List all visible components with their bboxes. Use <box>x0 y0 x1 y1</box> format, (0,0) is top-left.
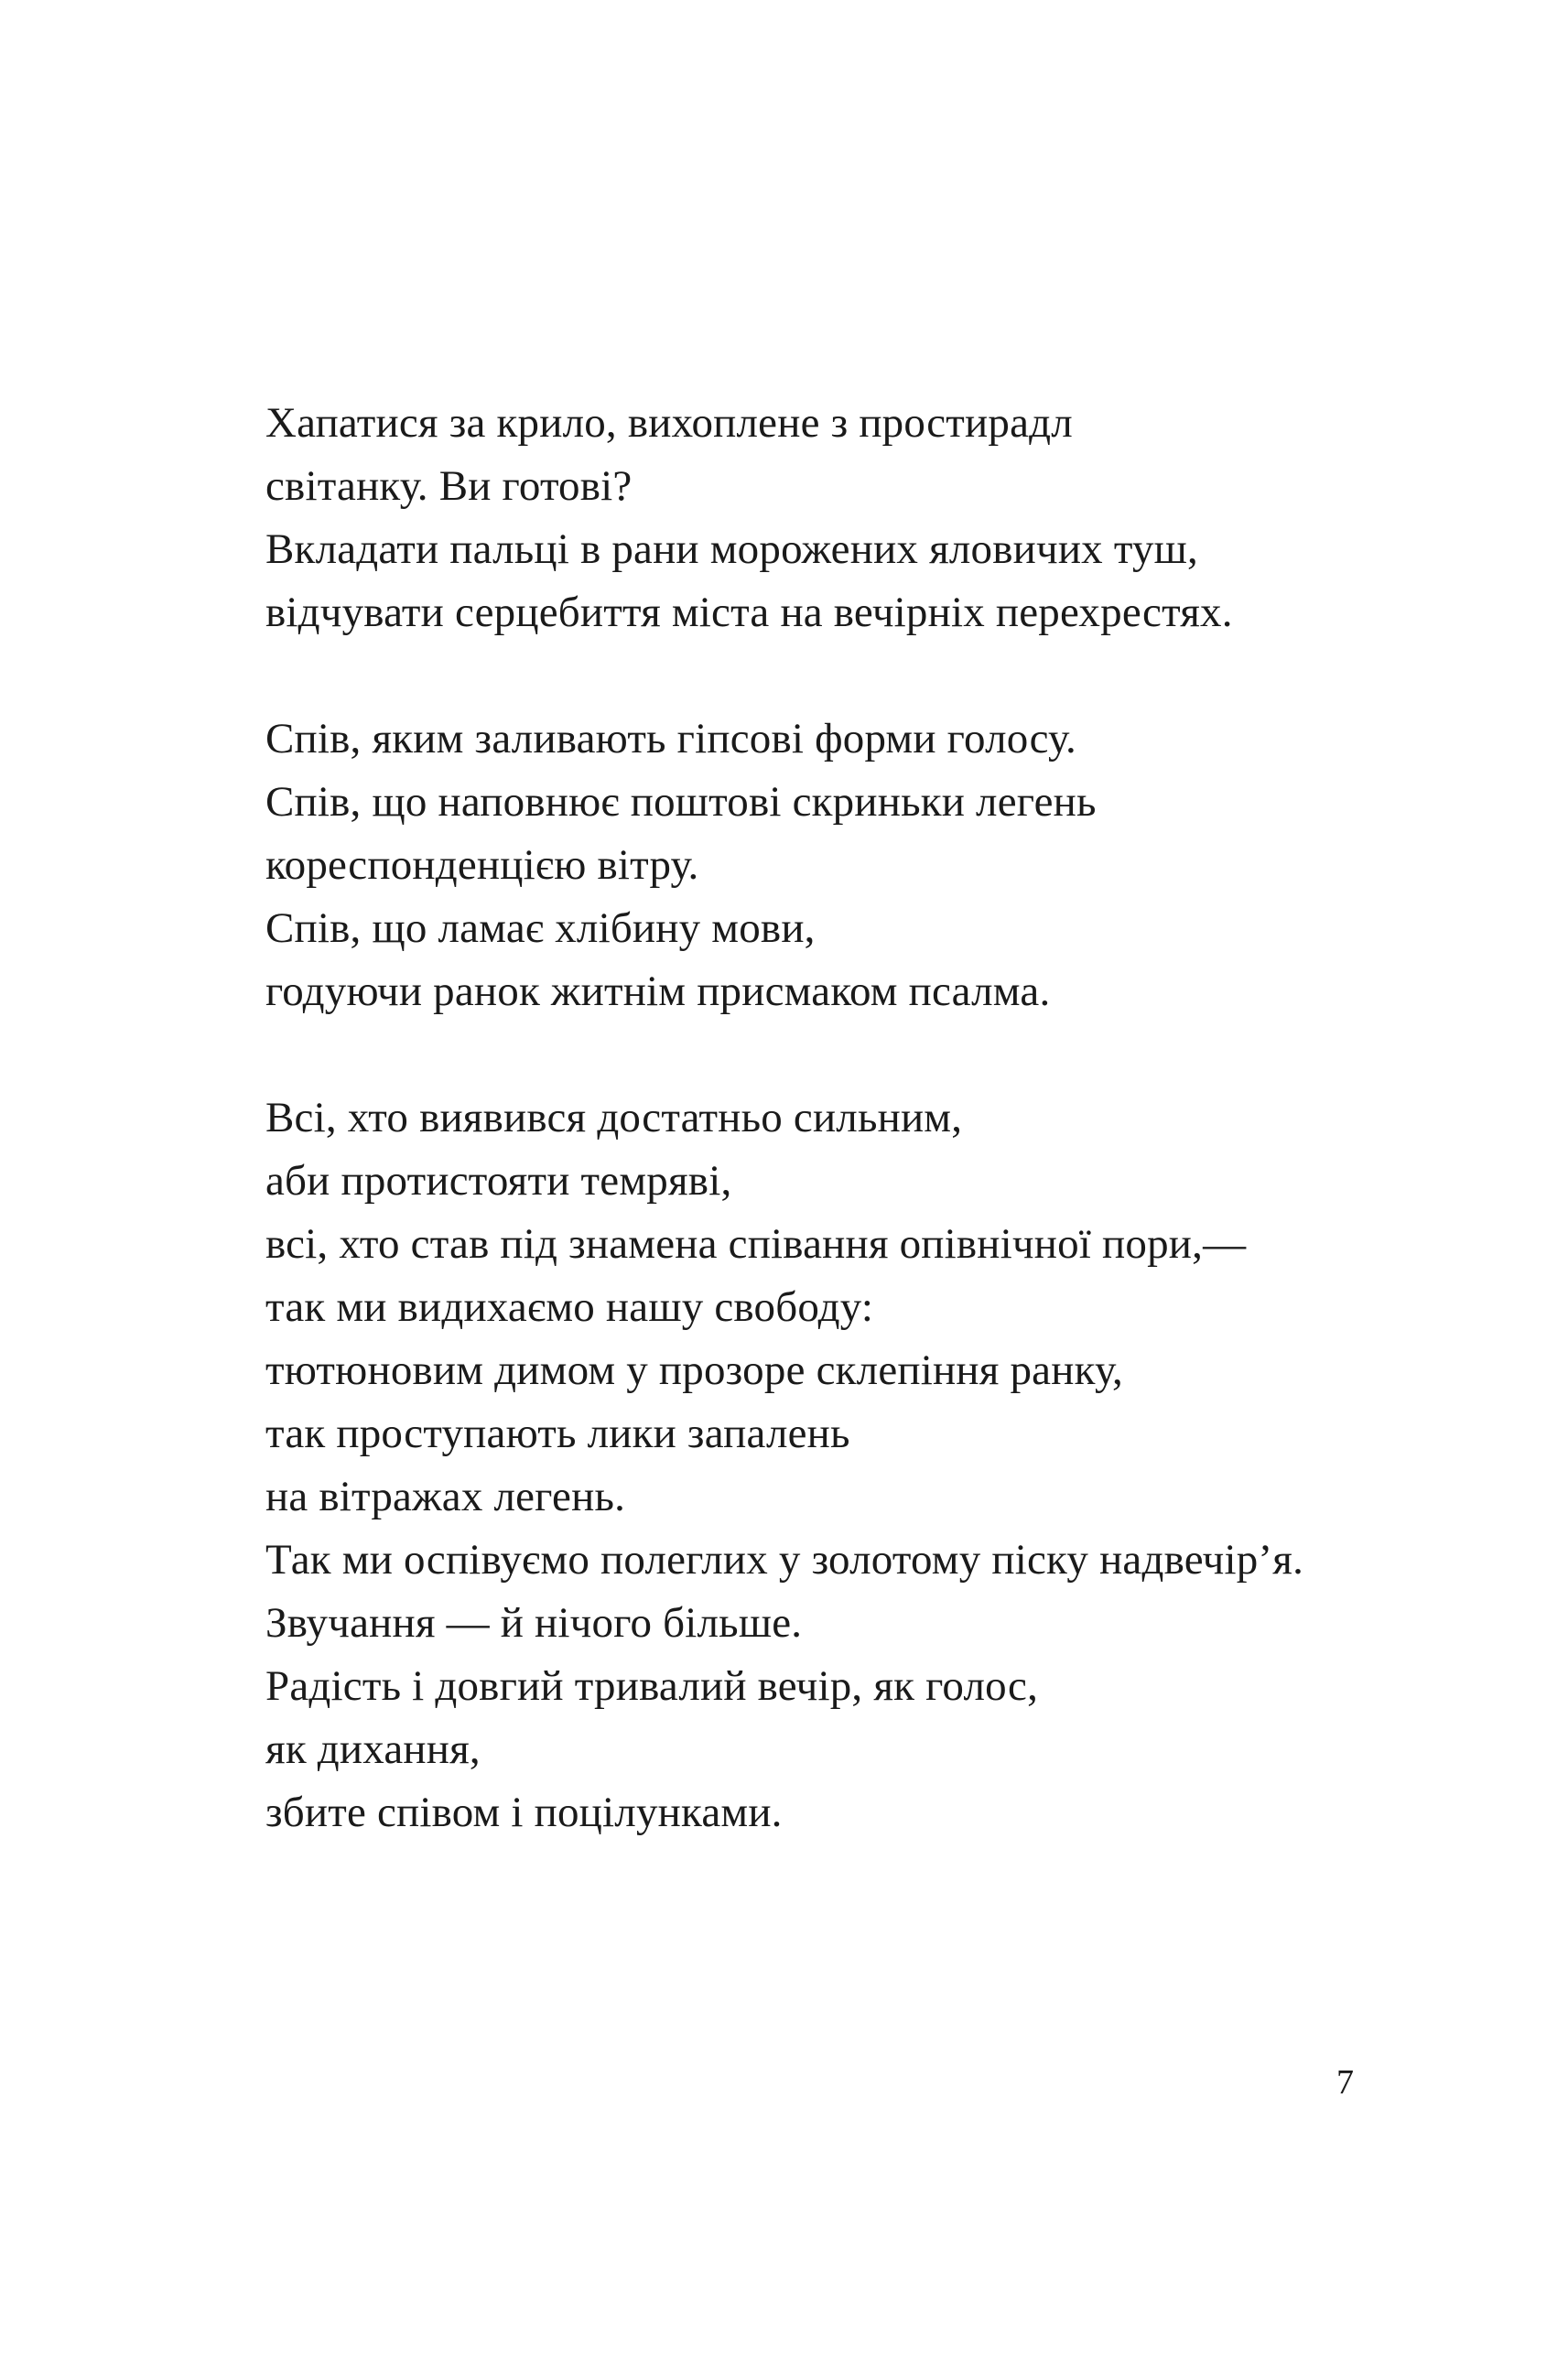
poem-line: Спів, яким заливають гіпсові форми голосу. <box>265 715 1076 762</box>
poem-line: Вкладати пальці в рани морожених яловичих туш, <box>265 525 1198 573</box>
page-number: 7 <box>1336 2063 1354 2102</box>
poem-line: так ми видихаємо нашу свободу: <box>265 1283 874 1331</box>
poem-line: всі, хто став під знамена співання опівнічної пори,— <box>265 1220 1247 1268</box>
poem-line: так проступають лики запалень <box>265 1410 850 1457</box>
poem-line: збите співом і поцілунками. <box>265 1789 783 1836</box>
poem-line: відчувати серцебиття міста на вечірніх перехрестях. <box>265 589 1233 636</box>
poem-line: як дихання, <box>265 1725 481 1773</box>
stanza-3 <box>265 1087 1364 1844</box>
poem-line: годуючи ранок житнім присмаком псалма. <box>265 968 1051 1015</box>
poem-line: тютюновим димом у прозоре склепіння ранку, <box>265 1346 1123 1394</box>
stanza-1 <box>265 392 1364 644</box>
poem-line: Спів, що ламає хлібину мови, <box>265 904 816 952</box>
poem-line: кореспонденцією вітру. <box>265 841 699 889</box>
poem-line: на вітражах легень. <box>265 1473 626 1520</box>
poem-line: Всі, хто виявився достатньо сильним, <box>265 1094 963 1141</box>
poem-line: аби протистояти темряві, <box>265 1157 732 1205</box>
stanza-2 <box>265 708 1364 1023</box>
poem-line: світанку. Ви готові? <box>265 462 633 510</box>
poem-line: Так ми оспівуємо полеглих у золотому піску надвечір’я. <box>265 1536 1304 1584</box>
poem-line: Спів, що наповнює поштові скриньки легень <box>265 778 1097 826</box>
poem-line: Звучання — й нічого більше. <box>265 1599 803 1647</box>
poem-text <box>265 392 1364 1908</box>
poem-line: Хапатися за крило, вихоплене з простирадл <box>265 399 1073 447</box>
poem-line: Радість і довгий тривалий вечір, як голос, <box>265 1662 1039 1710</box>
